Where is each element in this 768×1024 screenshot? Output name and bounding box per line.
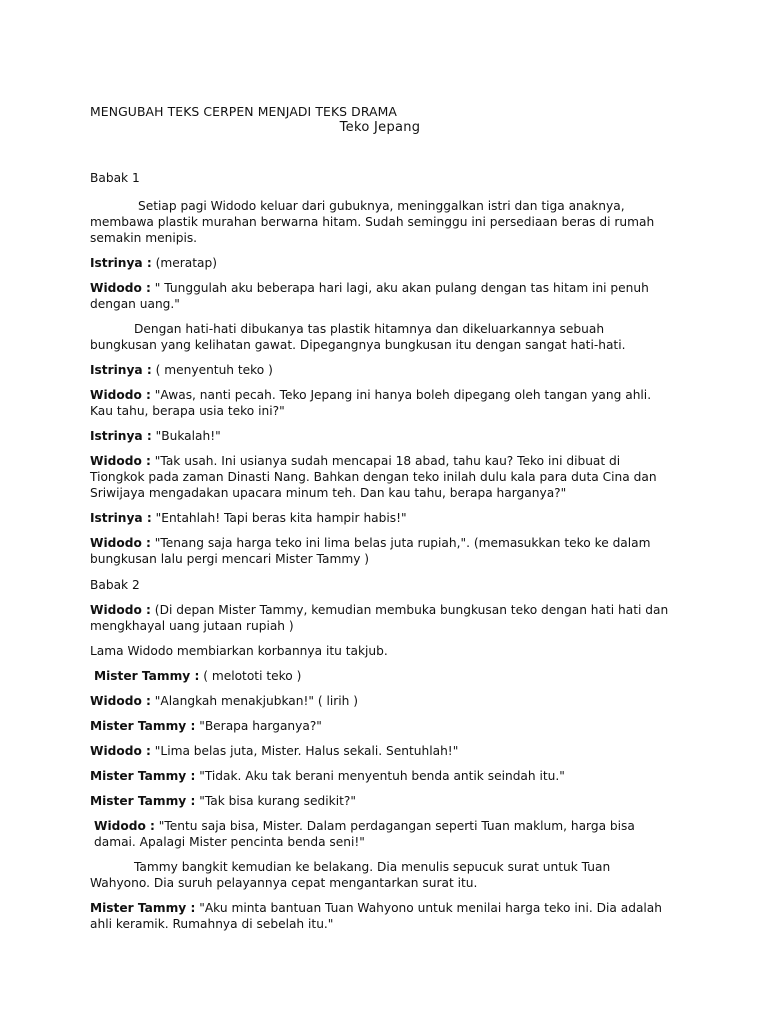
dialogue-line [90, 793, 670, 809]
narration-paragraph: Dengan hati-hati dibukanya tas plastik hitamnya dan dikeluarkannya sebuah bungkusan yang kelihatan gawat. Dipegangnya bungkusan itu dengan sangat hati-hati. [90, 322, 626, 352]
speaker-name: Istrinya : [90, 256, 152, 270]
dialogue-line [90, 280, 670, 312]
speaker-name: Widodo : [90, 603, 151, 617]
dialogue-text: "Alangkah menakjubkan!" ( lirih ) [150, 694, 358, 708]
speaker-name: Istrinya : [90, 429, 152, 443]
dialogue-line [90, 535, 670, 567]
dialogue-text: "Lima belas juta, Mister. Halus sekali. Sentuhlah!" [150, 744, 459, 758]
speaker-name: Istrinya : [90, 363, 152, 377]
speaker-name: Mister Tammy : [90, 794, 196, 808]
dialogue-text: "Tak bisa kurang sedikit?" [195, 794, 356, 808]
speaker-name: Mister Tammy : [90, 769, 196, 783]
speaker-name: Widodo : [90, 454, 151, 468]
speaker-name: Widodo : [90, 388, 151, 402]
babak-1-label: Babak 1 [90, 171, 140, 185]
dialogue-text: "Tak usah. Ini usianya sudah mencapai 18 abad, tahu kau? Teko ini dibuat di Tiongkok pada zaman Dinasti Nang. Bahkan dengan teko inilah dulu kala para duta Cina dan Sriwijaya mengadakan upacara minum teh. Dan kau tahu, berapa harganya?" [90, 454, 657, 500]
narration-paragraph: Tammy bangkit kemudian ke belakang. Dia menulis sepucuk surat untuk Tuan Wahyono. Dia suruh pelayannya cepat mengantarkan surat itu. [90, 860, 611, 890]
speaker-name: Widodo : [90, 744, 151, 758]
speaker-name: Widodo : [94, 819, 155, 833]
dialogue-line [90, 718, 670, 734]
dialogue-text: "Bukalah!" [151, 429, 221, 443]
dialogue-text: (Di depan Mister Tammy, kemudian membuka bungkusan teko dengan hati hati dan mengkhayal uang jutaan rupiah ) [90, 603, 669, 633]
dialogue-line [90, 668, 670, 684]
dialogue-line [90, 255, 670, 271]
dialogue-line [90, 428, 670, 444]
speaker-name: Mister Tammy : [90, 901, 196, 915]
speaker-name: Widodo : [90, 536, 151, 550]
dialogue-text: ( menyentuh teko ) [151, 363, 273, 377]
dialogue-line [90, 818, 670, 850]
dialogue-line [90, 362, 670, 378]
dialogue-line [90, 510, 670, 526]
dialogue-text: "Tenang saja harga teko ini lima belas juta rupiah,". (memasukkan teko ke dalam bungkusan lalu pergi mencari Mister Tammy ) [90, 536, 651, 566]
dialogue-text: "Berapa harganya?" [195, 719, 322, 733]
speaker-name: Mister Tammy : [94, 669, 200, 683]
babak-2-label: Babak 2 [90, 578, 140, 592]
dialogue-text: "Tentu saja bisa, Mister. Dalam perdagangan seperti Tuan maklum, harga bisa damai. Apalagi Mister pencinta benda seni!" [94, 819, 635, 849]
document-body [90, 104, 670, 932]
speaker-name: Widodo : [90, 281, 151, 295]
dialogue-text: (meratap) [151, 256, 217, 270]
speaker-name: Mister Tammy : [90, 719, 196, 733]
narration-paragraph: Setiap pagi Widodo keluar dari gubuknya, meninggalkan istri dan tiga anaknya, membawa plastik murahan berwarna hitam. Sudah seminggu ini persediaan beras di rumah semakin menipis. [90, 199, 655, 245]
dialogue-line [90, 743, 670, 759]
dialogue-text: ( melototi teko ) [199, 669, 302, 683]
dialogue-text: "Aku minta bantuan Tuan Wahyono untuk menilai harga teko ini. Dia adalah ahli keramik. Rumahnya di sebelah itu." [90, 901, 662, 931]
dialogue-line [90, 693, 670, 709]
dialogue-text: "Awas, nanti pecah. Teko Jepang ini hanya boleh dipegang oleh tangan yang ahli. Kau tahu, berapa usia teko ini?" [90, 388, 652, 418]
dialogue-line [90, 768, 670, 784]
dialogue-line [90, 453, 670, 501]
dialogue-line [90, 900, 670, 932]
story-title: Teko Jepang [339, 120, 421, 135]
speaker-name: Widodo : [90, 694, 151, 708]
document-heading: MENGUBAH TEKS CERPEN MENJADI TEKS DRAMA [90, 104, 397, 119]
dialogue-text: " Tunggulah aku beberapa hari lagi, aku akan pulang dengan tas hitam ini penuh dengan uang." [90, 281, 649, 311]
dialogue-line [90, 387, 670, 419]
dialogue-text: "Tidak. Aku tak berani menyentuh benda antik seindah itu." [195, 769, 565, 783]
dialogue-text: "Entahlah! Tapi beras kita hampir habis!" [151, 511, 407, 525]
dialogue-line [90, 602, 670, 634]
speaker-name: Istrinya : [90, 511, 152, 525]
narration-paragraph: Lama Widodo membiarkan korbannya itu takjub. [90, 644, 388, 658]
